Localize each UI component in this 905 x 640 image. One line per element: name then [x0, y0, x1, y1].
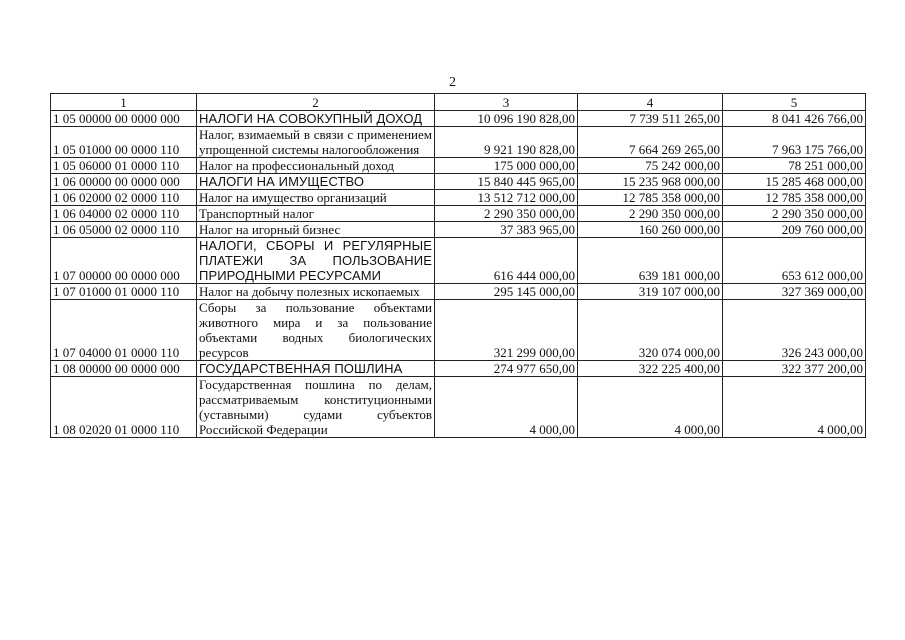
- value-col-3-cell: 13 512 712 000,00: [435, 190, 578, 206]
- table-row: [51, 300, 866, 361]
- value-col-4-cell: 2 290 350 000,00: [578, 206, 723, 222]
- item-name-cell: НАЛОГИ НА ИМУЩЕСТВО: [197, 174, 435, 190]
- budget-code-cell: 1 06 00000 00 0000 000: [51, 174, 197, 190]
- budget-code-cell: 1 05 01000 00 0000 110: [51, 127, 197, 158]
- value-col-4-cell: 320 074 000,00: [578, 300, 723, 361]
- value-col-3-cell: 15 840 445 965,00: [435, 174, 578, 190]
- budget-code-cell: 1 08 02020 01 0000 110: [51, 377, 197, 438]
- table-row: [51, 284, 866, 300]
- value-col-3-cell: 295 145 000,00: [435, 284, 578, 300]
- value-col-3-cell: 175 000 000,00: [435, 158, 578, 174]
- item-name-cell: Налог на игорный бизнес: [197, 222, 435, 238]
- value-col-5-cell: 12 785 358 000,00: [723, 190, 866, 206]
- item-name-cell: НАЛОГИ НА СОВОКУПНЫЙ ДОХОД: [197, 111, 435, 127]
- budget-code-cell: 1 08 00000 00 0000 000: [51, 361, 197, 377]
- header-row: [51, 94, 866, 111]
- budget-code-cell: 1 07 00000 00 0000 000: [51, 238, 197, 284]
- value-col-4-cell: 75 242 000,00: [578, 158, 723, 174]
- item-name-cell: Налог на профессиональный доход: [197, 158, 435, 174]
- value-col-3-cell: 4 000,00: [435, 377, 578, 438]
- value-col-5-cell: 4 000,00: [723, 377, 866, 438]
- revenue-table: [50, 93, 866, 438]
- budget-code-cell: 1 07 04000 01 0000 110: [51, 300, 197, 361]
- budget-code-cell: 1 05 00000 00 0000 000: [51, 111, 197, 127]
- value-col-3-cell: 321 299 000,00: [435, 300, 578, 361]
- value-col-5-cell: 327 369 000,00: [723, 284, 866, 300]
- header-col-4: 4: [578, 94, 723, 111]
- value-col-4-cell: 322 225 400,00: [578, 361, 723, 377]
- item-name-cell: НАЛОГИ, СБОРЫ И РЕГУЛЯРНЫЕ ПЛАТЕЖИ ЗА ПОЛЬЗОВАНИЕ ПРИРОДНЫМИ РЕСУРСАМИ: [197, 238, 435, 284]
- budget-code-cell: 1 06 04000 02 0000 110: [51, 206, 197, 222]
- value-col-4-cell: 15 235 968 000,00: [578, 174, 723, 190]
- value-col-3-cell: 10 096 190 828,00: [435, 111, 578, 127]
- item-name-cell: ГОСУДАРСТВЕННАЯ ПОШЛИНА: [197, 361, 435, 377]
- value-col-3-cell: 274 977 650,00: [435, 361, 578, 377]
- table-row: [51, 127, 866, 158]
- value-col-5-cell: 8 041 426 766,00: [723, 111, 866, 127]
- table-row: [51, 158, 866, 174]
- value-col-4-cell: 7 664 269 265,00: [578, 127, 723, 158]
- value-col-4-cell: 12 785 358 000,00: [578, 190, 723, 206]
- table-row: [51, 174, 866, 190]
- value-col-3-cell: 9 921 190 828,00: [435, 127, 578, 158]
- value-col-4-cell: 7 739 511 265,00: [578, 111, 723, 127]
- item-name-cell: Государственная пошлина по делам, рассматриваемым конституционными (уставными) судами субъектов Российской Федерации: [197, 377, 435, 438]
- table-body: [51, 111, 866, 438]
- value-col-5-cell: 209 760 000,00: [723, 222, 866, 238]
- item-name-cell: Транспортный налог: [197, 206, 435, 222]
- value-col-4-cell: 4 000,00: [578, 377, 723, 438]
- value-col-5-cell: 78 251 000,00: [723, 158, 866, 174]
- table-row: [51, 222, 866, 238]
- table-row: [51, 361, 866, 377]
- table-row: [51, 377, 866, 438]
- value-col-3-cell: 37 383 965,00: [435, 222, 578, 238]
- budget-code-cell: 1 05 06000 01 0000 110: [51, 158, 197, 174]
- page-number: 2: [449, 75, 456, 90]
- item-name-cell: Налог на добычу полезных ископаемых: [197, 284, 435, 300]
- table-row: [51, 190, 866, 206]
- table-row: [51, 206, 866, 222]
- value-col-5-cell: 7 963 175 766,00: [723, 127, 866, 158]
- header-col-3: 3: [435, 94, 578, 111]
- value-col-5-cell: 15 285 468 000,00: [723, 174, 866, 190]
- value-col-4-cell: 319 107 000,00: [578, 284, 723, 300]
- table-row: [51, 238, 866, 284]
- budget-code-cell: 1 07 01000 01 0000 110: [51, 284, 197, 300]
- item-name-cell: Сборы за пользование объектами животного мира и за пользование объектами водных биологических ресурсов: [197, 300, 435, 361]
- item-name-cell: Налог на имущество организаций: [197, 190, 435, 206]
- item-name-cell: Налог, взимаемый в связи с применением упрощенной системы налогообложения: [197, 127, 435, 158]
- value-col-5-cell: 322 377 200,00: [723, 361, 866, 377]
- budget-code-cell: 1 06 02000 02 0000 110: [51, 190, 197, 206]
- value-col-5-cell: 326 243 000,00: [723, 300, 866, 361]
- value-col-3-cell: 2 290 350 000,00: [435, 206, 578, 222]
- value-col-3-cell: 616 444 000,00: [435, 238, 578, 284]
- table-row: [51, 111, 866, 127]
- header-col-5: 5: [723, 94, 866, 111]
- value-col-5-cell: 2 290 350 000,00: [723, 206, 866, 222]
- value-col-4-cell: 160 260 000,00: [578, 222, 723, 238]
- value-col-4-cell: 639 181 000,00: [578, 238, 723, 284]
- header-col-1: 1: [51, 94, 197, 111]
- budget-code-cell: 1 06 05000 02 0000 110: [51, 222, 197, 238]
- value-col-5-cell: 653 612 000,00: [723, 238, 866, 284]
- header-col-2: 2: [197, 94, 435, 111]
